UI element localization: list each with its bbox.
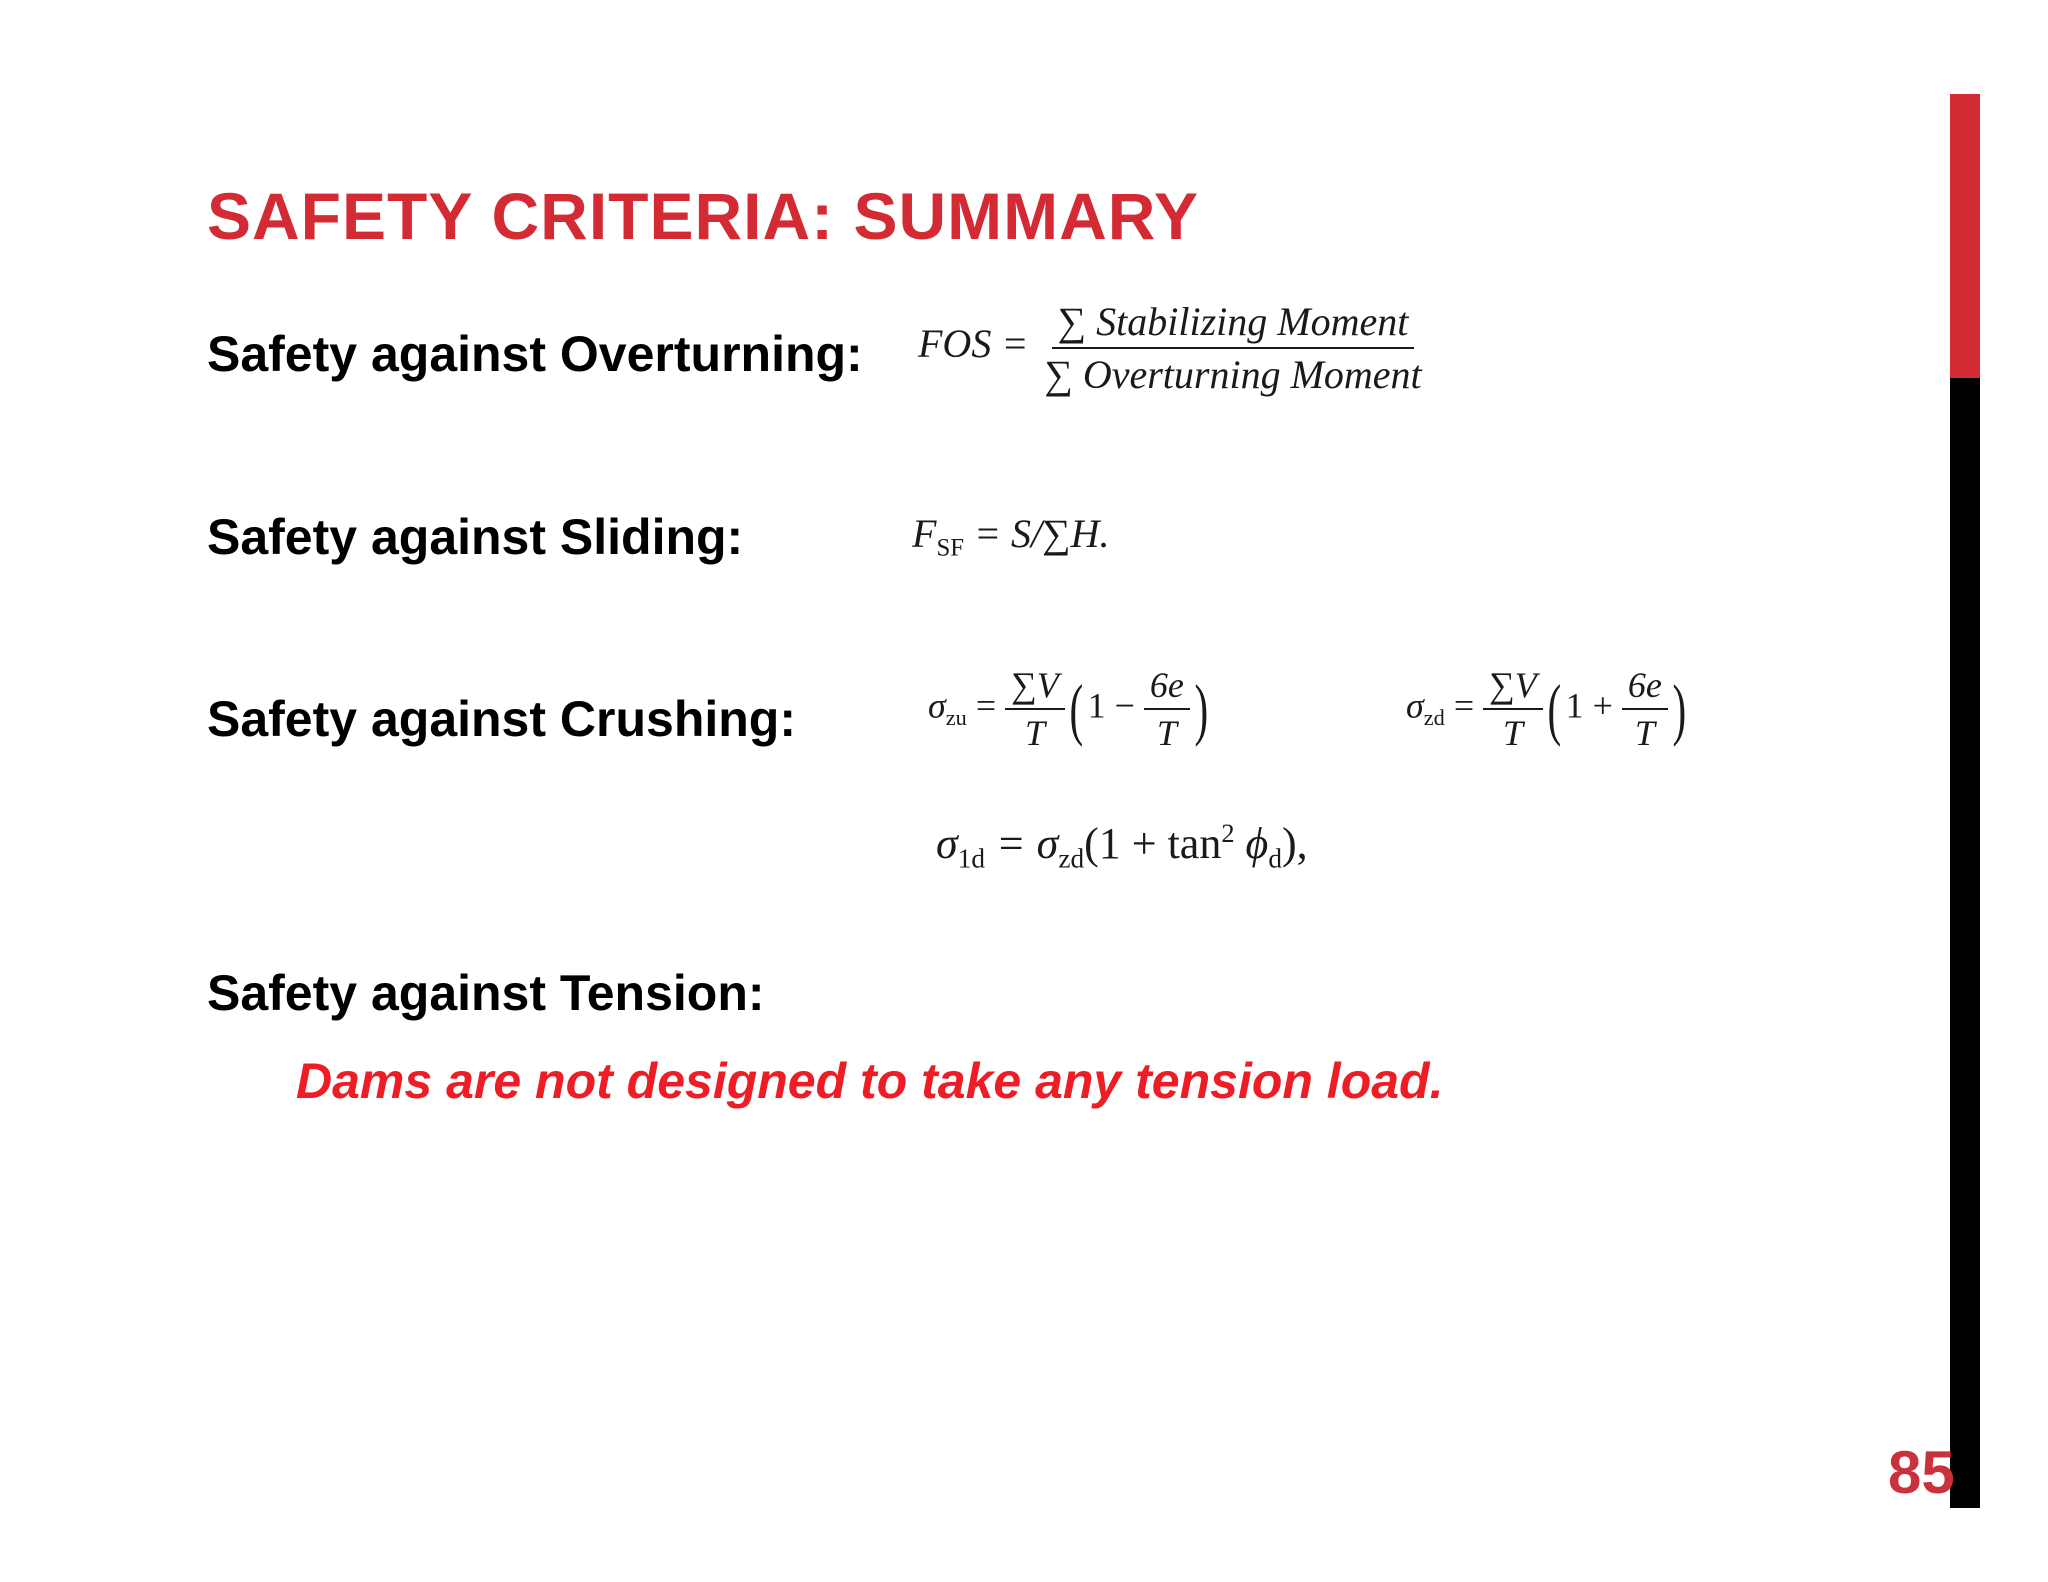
tension-note: Dams are not designed to take any tension load. <box>296 1053 1444 1109</box>
accent-bar-red <box>1950 94 1980 378</box>
overturning-numerator: ∑ Stabilizing Moment <box>1052 298 1415 349</box>
page-number: 85 <box>1888 1439 1955 1506</box>
sliding-label: Safety against Sliding: <box>207 509 744 565</box>
eq1-num2: 6e <box>1144 664 1190 710</box>
overturning-equation <box>918 298 1428 398</box>
eq3-end: ), <box>1281 819 1308 868</box>
eq1-den: T <box>1024 713 1045 753</box>
eq2-one: 1 + <box>1565 685 1613 726</box>
overturning-label: Safety against Overturning: <box>207 326 863 382</box>
crushing-equation-upstream: $\sigma_{zu}$ = $\frac{\sum V}{T}$ ( 1 − $\frac{6e}{T}$ ) <box>928 665 1209 753</box>
eq1-lparen: ( <box>1069 670 1084 747</box>
eq1-num: ∑V <box>1005 664 1065 710</box>
eq1-fraction2 <box>1144 664 1190 754</box>
eq3-rest: (1 + tan <box>1084 819 1222 868</box>
eq3-mid: = σ <box>984 819 1059 868</box>
eq1-den2: T <box>1156 713 1177 753</box>
overturning-fraction <box>1038 298 1427 398</box>
eq3-sup: 2 <box>1221 818 1235 849</box>
slide-title: SAFETY CRITERIA: SUMMARY <box>207 179 1200 253</box>
eq3-sigma: σ <box>936 819 958 868</box>
eq3-phi: ϕ <box>1234 819 1269 868</box>
eq1-fraction <box>1005 664 1065 754</box>
tension-label: Safety against Tension: <box>207 965 765 1021</box>
eq2-sub: zd <box>1423 705 1445 731</box>
eq3-sub: 1d <box>957 843 985 874</box>
sliding-symbol: F <box>912 511 937 556</box>
sliding-subscript: SF <box>936 534 965 562</box>
eq3-sub2: zd <box>1058 843 1085 874</box>
eq2-fraction2 <box>1622 664 1668 754</box>
sliding-rhs: = S/∑H. <box>964 511 1110 556</box>
sliding-equation <box>912 510 1110 563</box>
eq2-den: T <box>1502 713 1523 753</box>
eq2-fraction <box>1483 664 1543 754</box>
overturning-denominator: ∑ Overturning Moment <box>1044 352 1422 397</box>
eq1-sigma: σ <box>928 685 946 726</box>
principal-stress-equation <box>936 818 1308 875</box>
eq2-sigma: σ <box>1406 685 1424 726</box>
fos-lhs: FOS = <box>918 321 1029 367</box>
eq2-num2: 6e <box>1622 664 1668 710</box>
eq3-sub3: d <box>1268 843 1282 874</box>
eq2-num: ∑V <box>1483 664 1543 710</box>
crushing-label: Safety against Crushing: <box>207 691 796 747</box>
accent-bar-black <box>1950 378 1980 1508</box>
eq2-lparen: ( <box>1547 670 1562 747</box>
eq2-den2: T <box>1634 713 1655 753</box>
eq1-rparen: ) <box>1194 670 1209 747</box>
crushing-equation-downstream: $\sigma_{zd}$ = $\frac{\sum V}{T}$ ( 1 + $\frac{6e}{T}$ ) <box>1406 665 1687 753</box>
eq1-one: 1 − <box>1087 685 1135 726</box>
eq1-sub: zu <box>945 705 967 731</box>
eq2-rparen: ) <box>1672 670 1687 747</box>
